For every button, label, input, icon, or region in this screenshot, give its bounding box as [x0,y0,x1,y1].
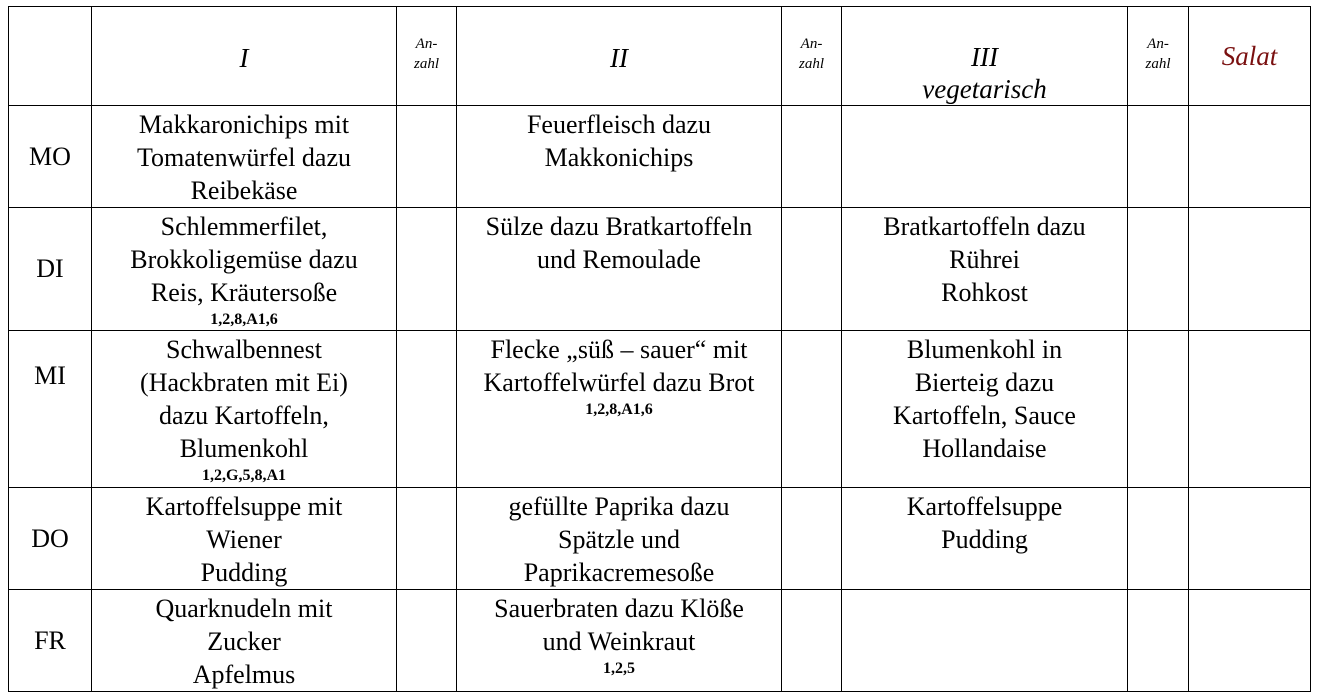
header-menu-3: III vegetarisch [842,7,1128,106]
salad-cell[interactable] [1189,590,1311,692]
menu-2-dish: gefüllte Paprika dazu Spätzle und Paprikacremesoße [457,488,782,590]
menu-3-dish [842,590,1128,692]
menu-3-dish: Bratkartoffeln dazu Rührei Rohkost [842,208,1128,331]
header-count-2: An- zahl [782,7,842,106]
menu-1-dish: Schwalbennest (Hackbraten mit Ei) dazu Kartoffeln, Blumenkohl 1,2,G,5,8,A1 [92,331,397,488]
menu-1-dish: Kartoffelsuppe mit Wiener Pudding [92,488,397,590]
header-count-3: An- zahl [1128,7,1189,106]
menu-2-count[interactable] [782,106,842,208]
day-label: MI [9,331,92,488]
menu-3-count[interactable] [1128,488,1189,590]
header-count-1: An- zahl [397,7,457,106]
menu-1-dish: Quarknudeln mit Zucker Apfelmus [92,590,397,692]
day-label: FR [9,590,92,692]
day-label: DI [9,208,92,331]
salad-cell[interactable] [1189,208,1311,331]
menu-2-count[interactable] [782,488,842,590]
menu-1-count[interactable] [397,590,457,692]
menu-3-count[interactable] [1128,106,1189,208]
menu-2-count[interactable] [782,208,842,331]
header-row [9,7,1311,106]
menu-3-count[interactable] [1128,208,1189,331]
menu-2-dish: Sülze dazu Bratkartoffeln und Remoulade [457,208,782,331]
menu-1-count[interactable] [397,331,457,488]
menu-3-count[interactable] [1128,590,1189,692]
menu-3-count[interactable] [1128,331,1189,488]
menu-3-dish [842,106,1128,208]
menu-1-count[interactable] [397,208,457,331]
menu-3-dish: Kartoffelsuppe Pudding [842,488,1128,590]
header-menu-1: I [92,7,397,106]
menu-table [8,6,1311,692]
menu-1-count[interactable] [397,488,457,590]
menu-2-dish: Flecke „süß – sauer“ mit Kartoffelwürfel dazu Brot 1,2,8,A1,6 [457,331,782,488]
header-day-cell [9,7,92,106]
menu-2-dish: Feuerfleisch dazu Makkonichips [457,106,782,208]
menu-1-dish: Schlemmerfilet, Brokkoligemüse dazu Reis, Kräutersoße 1,2,8,A1,6 [92,208,397,331]
menu-2-count[interactable] [782,331,842,488]
day-label: MO [9,106,92,208]
allergen-codes: 1,2,G,5,8,A1 [202,467,286,484]
header-salad: Salat [1189,7,1311,106]
day-row-di [9,208,1311,331]
menu-1-count[interactable] [397,106,457,208]
salad-cell[interactable] [1189,488,1311,590]
allergen-codes: 1,2,8,A1,6 [585,401,653,418]
allergen-codes: 1,2,8,A1,6 [210,311,278,328]
menu-3-dish: Blumenkohl in Bierteig dazu Kartoffeln, Sauce Hollandaise [842,331,1128,488]
day-label: DO [9,488,92,590]
day-row-fr [9,590,1311,692]
menu-2-count[interactable] [782,590,842,692]
salad-cell[interactable] [1189,331,1311,488]
day-row-do [9,488,1311,590]
salad-cell[interactable] [1189,106,1311,208]
header-menu-2: II [457,7,782,106]
day-row-mo [9,106,1311,208]
menu-2-dish: Sauerbraten dazu Klöße und Weinkraut 1,2,5 [457,590,782,692]
menu-1-dish: Makkaronichips mit Tomatenwürfel dazu Reibekäse [92,106,397,208]
day-row-mi [9,331,1311,488]
allergen-codes: 1,2,5 [603,660,635,677]
